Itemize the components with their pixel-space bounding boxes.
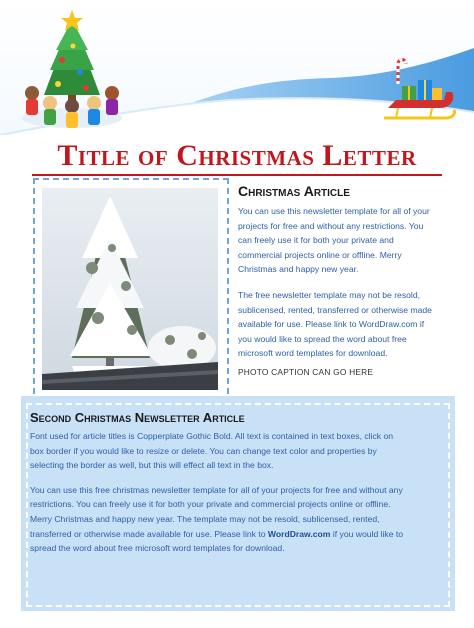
article-heading: Christmas Article bbox=[238, 183, 350, 199]
text-line: sublicensed, rented, transferred or otherwise made bbox=[238, 304, 432, 315]
text-line: Christmas and happy new year. bbox=[238, 264, 359, 275]
text-line: if you would like to bbox=[330, 528, 404, 539]
text-line: projects for free and without any restrictions. You bbox=[238, 220, 424, 231]
text-line: you would like to spread the word about free bbox=[238, 333, 407, 344]
text-line: restrictions. You can freely use it for both your private and commercial projects online or offline. bbox=[30, 499, 391, 510]
article-paragraph-1 bbox=[238, 204, 458, 277]
article-paragraph-2 bbox=[238, 288, 458, 361]
text-line: selecting the border as well, but this will effect all text in the box. bbox=[30, 460, 274, 471]
worddraw-link[interactable]: WordDraw.com bbox=[267, 528, 331, 539]
photo-caption: PHOTO CAPTION CAN GO HERE bbox=[238, 366, 374, 377]
text-line: The free newsletter template may not be resold, bbox=[238, 289, 420, 300]
text-line: transferred or otherwise made available for use. Please link to bbox=[30, 528, 268, 539]
second-article-paragraph-1 bbox=[30, 429, 450, 473]
snowy-tree-photo bbox=[42, 188, 218, 390]
second-article-box bbox=[21, 396, 455, 611]
newsletter-title: Title of Christmas Letter bbox=[57, 139, 417, 172]
text-line: microsoft word templates for download. bbox=[238, 348, 388, 359]
text-line: Merry Christmas and happy new year. The template may not be resold, sublicensed, rented, bbox=[30, 513, 380, 524]
text-line: You can use this free christmas newsletter template for all of your projects for free and without any bbox=[30, 484, 403, 495]
text-line: You can use this newsletter template for all of your bbox=[238, 206, 430, 216]
christmas-article bbox=[238, 183, 458, 377]
text-line: box border if you would like to resize or delete. You can change text color and properties by bbox=[30, 445, 377, 456]
second-article-paragraph-2 bbox=[30, 483, 450, 556]
text-line: can freely use it for both your private and bbox=[238, 235, 394, 246]
second-article-body bbox=[30, 429, 450, 556]
text-line: spread the word about free microsoft word templates for download. bbox=[30, 543, 285, 554]
text-line: commercial projects online or offline. Merry bbox=[238, 249, 402, 260]
text-line: available for use. Please link to WordDraw.com if bbox=[238, 319, 425, 330]
text-line: Font used for article titles is Copperplate Gothic Bold. All text is contained in text boxes, click on bbox=[30, 431, 394, 441]
header-banner bbox=[0, 0, 474, 135]
second-article-heading: Second Christmas Newsletter Article bbox=[30, 410, 245, 425]
title-divider bbox=[32, 174, 442, 176]
